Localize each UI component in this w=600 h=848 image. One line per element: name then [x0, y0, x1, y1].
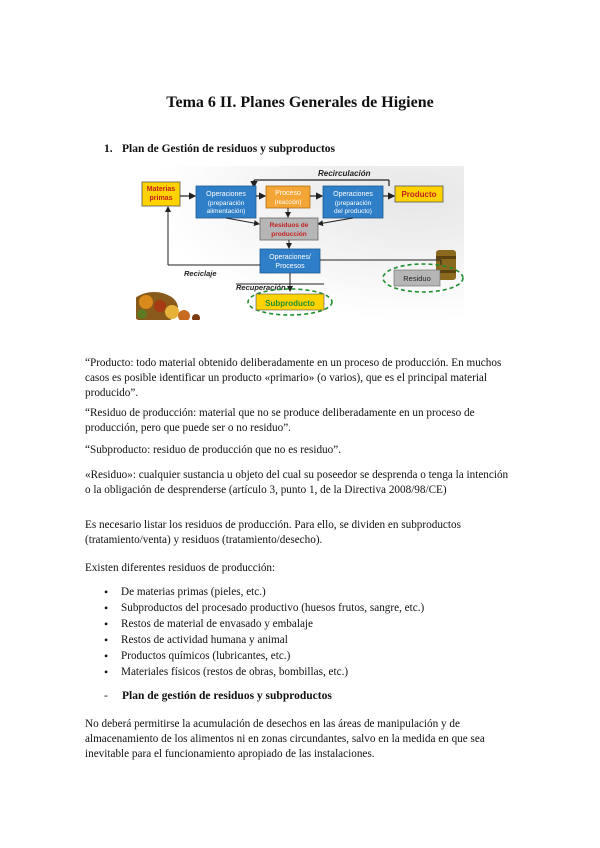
op1-label-3: alimentación)	[206, 208, 246, 215]
page-title: Tema 6 II. Planes Generales de Higiene	[166, 94, 434, 111]
residuos-label-2: producción	[271, 231, 307, 238]
list-item: • Restos de material de envasado y embalaje	[104, 616, 424, 632]
op1-label-2: (preparación	[207, 200, 245, 207]
list-item: • Restos de actividad humana y animal	[104, 632, 424, 648]
listar-paragraph: Es necesario listar los residuos de producción. Para ello, se dividen en subproductos (tratamiento/venta) y residuos (tratamiento/desecho).	[85, 519, 461, 546]
materias-primas-label-1: Materias	[146, 186, 176, 193]
op2-label-1: Operaciones	[333, 191, 373, 198]
section-title: Plan de gestión de residuos y subproductos	[122, 690, 332, 702]
process-diagram	[136, 166, 464, 320]
op2-label-2: (preparación	[334, 200, 372, 207]
op1-label-1: Operaciones	[206, 191, 246, 198]
list-item: • Subproductos del procesado productivo (huesos frutos, sangre, etc.)	[104, 600, 424, 616]
existen-paragraph: Existen diferentes residuos de producción:	[85, 562, 276, 574]
reciclaje-label: Reciclaje	[184, 269, 217, 278]
residuos-label-1: Residuos de	[269, 222, 309, 229]
final-paragraph: No deberá permitirse la acumulación de desechos en las áreas de manipulación y de almacenamiento de los alimentos ni en zonas circundantes, salvo en la medida en que sea inevitable para el funcionamiento apropiado de las instalaciones.	[85, 718, 485, 760]
recuperacion-label: Recuperación	[236, 283, 286, 292]
op2-label-3: del producto)	[334, 208, 372, 215]
materias-primas-label-2: primas	[149, 195, 173, 202]
list-item: • De materias primas (pieles, etc.)	[104, 584, 424, 600]
producto-label: Producto	[401, 190, 437, 199]
section-title: Plan de Gestión de residuos y subproductos	[122, 143, 336, 155]
section-heading-1	[104, 143, 335, 155]
section-dash: -	[104, 690, 108, 702]
op-procesos-label-2: Procesos	[275, 263, 305, 270]
proceso-label-1: Proceso	[275, 190, 301, 197]
recirculation-label: Recirculación	[318, 169, 371, 178]
residuo-label: Residuo	[403, 274, 431, 283]
subproducto-label: Subproducto	[265, 299, 315, 308]
residuo-produccion-definition: “Residuo de producción: material que no se produce deliberadamente en un proceso de producción, pero que puede ser o no residuo”.	[85, 407, 475, 434]
list-item: • Materiales físicos (restos de obras, bombillas, etc.)	[104, 664, 424, 680]
residuo-definition: «Residuo»: cualquier sustancia u objeto del cual su poseedor se desprenda o tenga la intención o la obligación de desprenderse (artículo 3, punto 1, de la Directiva 2008/98/CE)	[85, 469, 509, 496]
list-item: • Productos químicos (lubricantes, etc.)	[104, 648, 424, 664]
residuos-list	[104, 584, 424, 680]
subproducto-definition: “Subproducto: residuo de producción que no es residuo”.	[85, 444, 342, 456]
proceso-label-2: (reacción)	[274, 200, 302, 206]
op-procesos-label-1: Operaciones/	[269, 254, 311, 261]
section-number: 1.	[104, 143, 113, 155]
section-heading-2	[104, 690, 332, 702]
producto-definition: “Producto: todo material obtenido deliberadamente en un proceso de producción. En muchos casos es posible identificar un producto «primario» (o varios), que es el principal material producido”.	[85, 357, 502, 399]
